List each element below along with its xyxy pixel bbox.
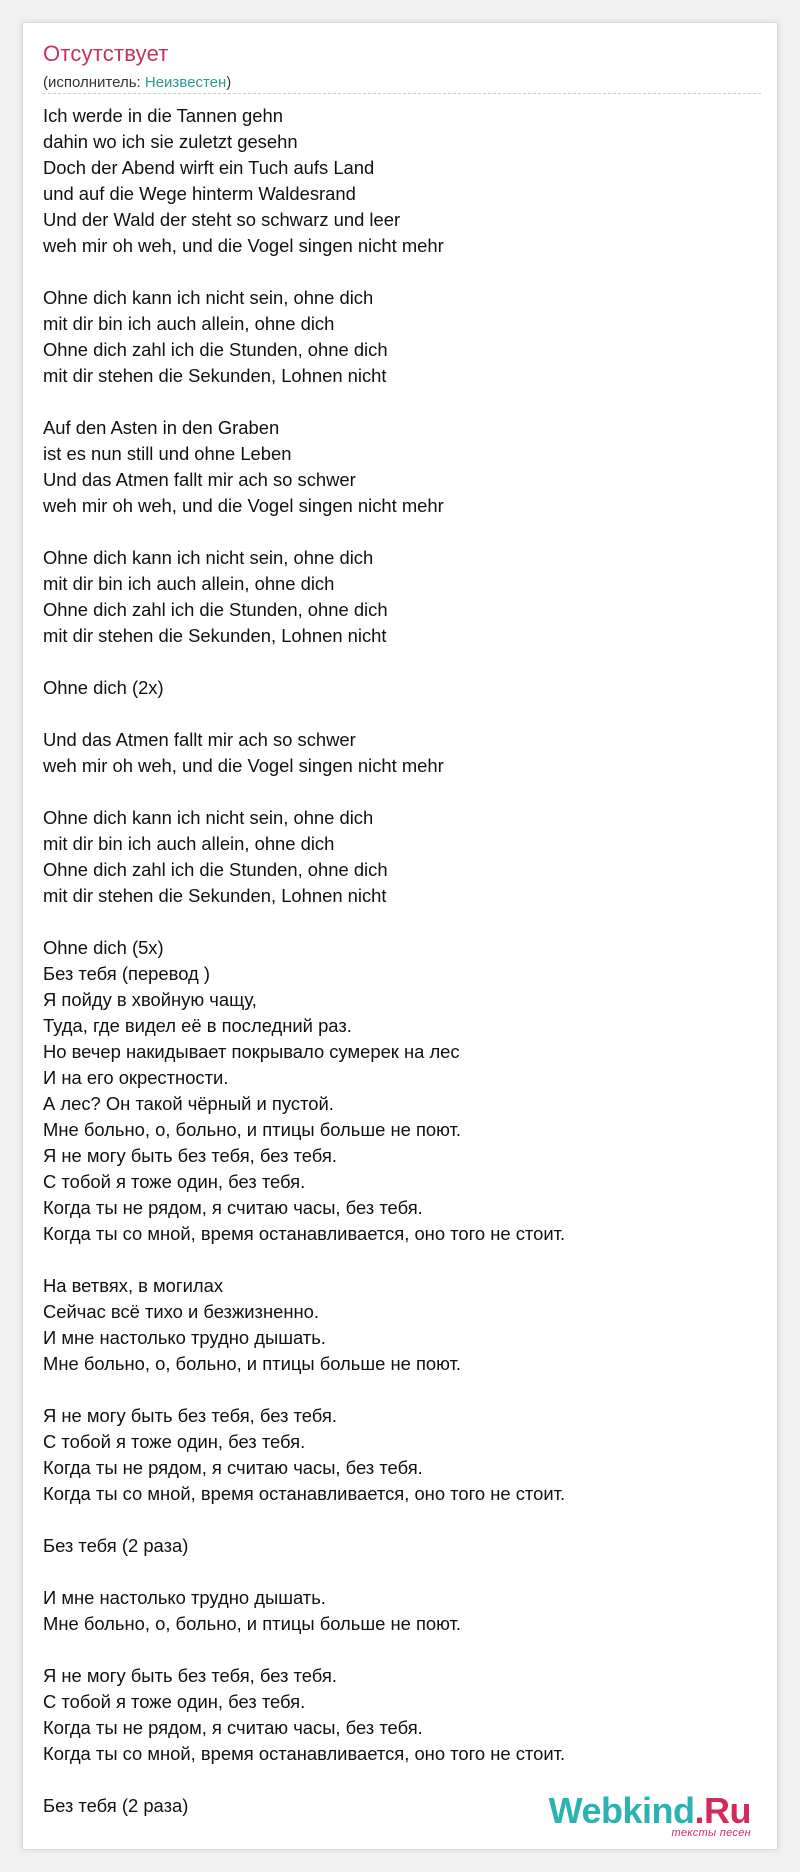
lyric-line: Ohne dich zahl ich die Stunden, ohne dich: [43, 859, 388, 880]
lyric-line: Ohne dich kann ich nicht sein, ohne dich: [43, 547, 374, 568]
lyric-line: Ohne dich kann ich nicht sein, ohne dich: [43, 287, 374, 308]
lyric-line: С тобой я тоже один, без тебя.: [43, 1171, 306, 1192]
lyric-line: С тобой я тоже один, без тебя.: [43, 1431, 306, 1452]
lyrics-card: [22, 22, 778, 1850]
lyric-line: Мне больно, о, больно, и птицы больше не поют.: [43, 1353, 462, 1374]
lyric-line: ist es nun still und ohne Leben: [43, 443, 292, 464]
logo-tld: .Ru: [694, 1790, 751, 1831]
stanza-break: [43, 389, 763, 415]
lyric-line: dahin wo ich sie zuletzt gesehn: [43, 131, 298, 152]
lyric-line: А лес? Он такой чёрный и пустой.: [43, 1093, 334, 1114]
lyric-line: Когда ты не рядом, я считаю часы, без тебя.: [43, 1457, 423, 1478]
logo-name: Webkind: [548, 1790, 695, 1831]
lyric-line: Und der Wald der steht so schwarz und leer: [43, 209, 401, 230]
stanza-break: [43, 701, 763, 727]
lyric-line: Und das Atmen fallt mir ach so schwer: [43, 729, 356, 750]
lyric-line: mit dir bin ich auch allein, ohne dich: [43, 573, 335, 594]
lyric-line: Без тебя (перевод ): [43, 963, 210, 984]
stanza-break: [43, 779, 763, 805]
lyric-line: mit dir bin ich auch allein, ohne dich: [43, 833, 335, 854]
lyric-line: und auf die Wege hinterm Waldesrand: [43, 183, 356, 204]
lyric-line: weh mir oh weh, und die Vogel singen nicht mehr: [43, 495, 444, 516]
lyric-line: И на его окрестности.: [43, 1067, 229, 1088]
lyric-line: Auf den Asten in den Graben: [43, 417, 280, 438]
stanza-break: [43, 1507, 763, 1533]
lyric-line: mit dir bin ich auch allein, ohne dich: [43, 313, 335, 334]
logo-wordmark: [548, 1790, 751, 1831]
lyric-line: Когда ты не рядом, я считаю часы, без тебя.: [43, 1197, 423, 1218]
artist-line: [43, 74, 231, 91]
lyric-line: Когда ты не рядом, я считаю часы, без тебя.: [43, 1717, 423, 1738]
lyric-line: Und das Atmen fallt mir ach so schwer: [43, 469, 356, 490]
logo-tagline: тексты песен: [671, 1827, 751, 1839]
lyrics-body: [43, 103, 763, 1819]
stanza-break: [43, 1247, 763, 1273]
stanza-break: [43, 1559, 763, 1585]
lyric-line: Когда ты со мной, время останавливается, оно того не стоит.: [43, 1483, 566, 1504]
stanza-break: [43, 649, 763, 675]
lyric-line: Без тебя (2 раза): [43, 1535, 189, 1556]
lyric-line: mit dir stehen die Sekunden, Lohnen nicht: [43, 625, 387, 646]
artist-suffix: ): [226, 74, 232, 91]
artist-link[interactable]: Неизвестен: [144, 74, 227, 91]
lyric-line: С тобой я тоже один, без тебя.: [43, 1691, 306, 1712]
lyric-line: Когда ты со мной, время останавливается, оно того не стоит.: [43, 1223, 566, 1244]
lyric-line: Ohne dich (5x): [43, 937, 164, 958]
stanza-break: [43, 1637, 763, 1663]
lyric-line: Ich werde in die Tannen gehn: [43, 105, 283, 126]
stanza-break: [43, 259, 763, 285]
stanza-break: [43, 519, 763, 545]
lyric-line: Ohne dich zahl ich die Stunden, ohne dich: [43, 339, 388, 360]
lyric-line: Я не могу быть без тебя, без тебя.: [43, 1405, 337, 1426]
lyric-line: mit dir stehen die Sekunden, Lohnen nicht: [43, 365, 387, 386]
lyric-line: Я пойду в хвойную чащу,: [43, 989, 257, 1010]
lyric-line: На ветвях, в могилах: [43, 1275, 224, 1296]
lyric-line: Но вечер накидывает покрывало сумерек на лес: [43, 1041, 460, 1062]
lyric-line: Без тебя (2 раза): [43, 1795, 189, 1816]
lyric-line: И мне настолько трудно дышать.: [43, 1587, 326, 1608]
lyric-line: weh mir oh weh, und die Vogel singen nicht mehr: [43, 235, 444, 256]
lyric-line: Мне больно, о, больно, и птицы больше не поют.: [43, 1613, 462, 1634]
header-divider: [43, 93, 761, 94]
stanza-break: [43, 1377, 763, 1403]
lyric-line: Мне больно, о, больно, и птицы больше не поют.: [43, 1119, 462, 1140]
artist-prefix: (исполнитель:: [43, 74, 145, 91]
lyric-line: weh mir oh weh, und die Vogel singen nicht mehr: [43, 755, 444, 776]
lyric-line: И мне настолько трудно дышать.: [43, 1327, 326, 1348]
lyric-line: Сейчас всё тихо и безжизненно.: [43, 1301, 320, 1322]
lyric-line: Ohne dich kann ich nicht sein, ohne dich: [43, 807, 374, 828]
lyric-line: Я не могу быть без тебя, без тебя.: [43, 1665, 337, 1686]
lyric-line: Когда ты со мной, время останавливается, оно того не стоит.: [43, 1743, 566, 1764]
lyric-line: Ohne dich zahl ich die Stunden, ohne dich: [43, 599, 388, 620]
lyric-line: Doch der Abend wirft ein Tuch aufs Land: [43, 157, 375, 178]
song-title: Отсутствует: [43, 41, 169, 66]
stanza-break: [43, 909, 763, 935]
site-logo[interactable]: [548, 1790, 751, 1839]
lyric-line: Я не могу быть без тебя, без тебя.: [43, 1145, 337, 1166]
lyric-line: Ohne dich (2x): [43, 677, 164, 698]
lyric-line: mit dir stehen die Sekunden, Lohnen nicht: [43, 885, 387, 906]
lyric-line: Туда, где видел её в последний раз.: [43, 1015, 352, 1036]
